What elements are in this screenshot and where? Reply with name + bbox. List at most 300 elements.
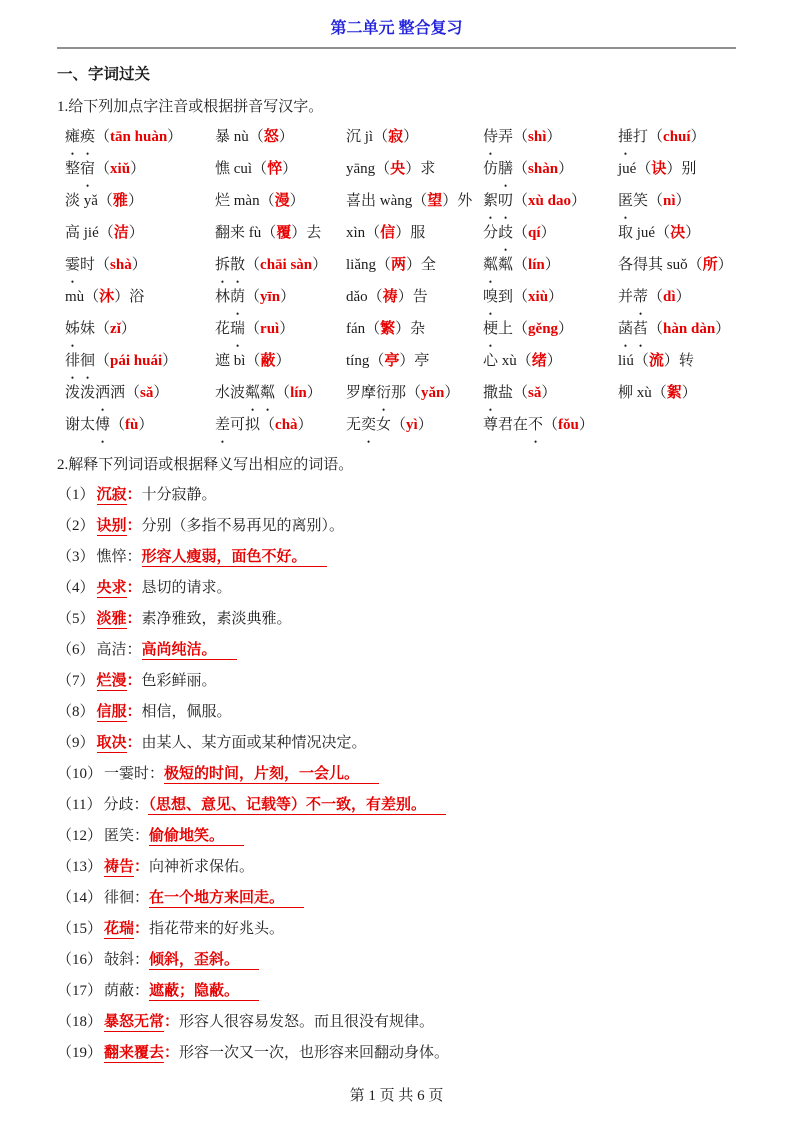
prompt-text: 洒（ [110,385,141,401]
pinyin-row [57,121,736,153]
answer-pinyin: chāi sàn [260,257,313,273]
prompt-text: ） [306,385,322,401]
prompt-text: ）别 [666,161,697,177]
pinyin-item [618,345,736,377]
answer-pinyin: shàn [528,161,559,177]
answer-pinyin: tān huàn [110,129,168,145]
definition-colon: ： [164,1014,180,1030]
prompt-text: ） [715,321,731,337]
answer-hanzi: 覆 [276,225,292,241]
prompt-text: ） [548,289,564,305]
answer-pinyin: lín [290,385,307,401]
prompt-text: 罗摩 [346,385,377,401]
definition-item [57,635,736,666]
prompt-text: 花 [215,321,231,337]
prompt-text: ） [127,193,143,209]
definition-number: （1） [57,487,95,503]
prompt-text: 喜出 wàng（ [346,193,428,209]
definition-text: 相信，佩服。 [141,704,232,720]
prompt-text: ）告 [397,289,428,305]
question1-prompt: 1.给下列加点字注音或根据拼音写汉字。 [57,99,324,115]
definition-text: 形容人瘦弱，面色不好。 [142,549,327,567]
definition-colon: ： [133,797,149,813]
answer-hanzi: 祷 [382,289,398,305]
pinyin-item [346,249,483,281]
prompt-text: （ [95,129,111,145]
definition-text: 色彩鲜丽。 [141,673,217,689]
prompt-text: 林 [215,289,231,305]
dotted-character: 絮 [483,193,499,209]
pinyin-row [57,185,736,217]
definition-item [57,914,736,945]
prompt-text: ）全 [406,257,437,273]
prompt-text: 时（ [80,257,111,273]
pinyin-item [65,345,215,377]
prompt-text: 遮 bì（ [215,353,261,369]
answer-pinyin: chà [275,417,298,433]
dotted-character: 洒 [95,385,111,401]
answer-hanzi: 诀 [651,161,667,177]
pinyin-item [215,409,346,441]
dotted-character: 奕 [361,417,377,433]
dotted-character: 嗅 [483,289,499,305]
prompt-text: （ [513,161,529,177]
prompt-text: ） [675,193,691,209]
prompt-text: 高 jié（ [65,225,114,241]
prompt-text: （ [95,161,111,177]
definition-text: 极短的时间，片刻，一会儿。 [164,766,379,784]
pinyin-item [346,153,483,185]
pinyin-item [65,409,215,441]
definition-number: （19） [57,1045,103,1061]
prompt-text: xìn（ [346,225,381,241]
definition-colon: ： [126,580,142,596]
definition-text: 偷偷地笑。 [149,828,244,846]
dotted-character: 差 [215,417,231,433]
dotted-character: 撒 [483,385,499,401]
pinyin-item [618,153,736,185]
prompt-text: ） [544,257,560,273]
definition-text: 恳切的请求。 [141,580,232,596]
definition-term: 取决 [96,735,127,751]
prompt-text: ） [138,417,154,433]
dotted-character: 荫 [230,289,246,305]
prompt-text: 弄（ [498,129,529,145]
prompt-text: dǎo（ [346,289,383,305]
prompt-text: ） [690,129,706,145]
definition-number: （14） [57,890,103,906]
definition-term: 分歧 [103,797,134,813]
dotted-character: 徘 [65,353,81,369]
pinyin-row [57,217,736,249]
definition-term: 高洁 [96,642,127,658]
pinyin-row [57,249,736,281]
answer-pinyin: sǎ [528,385,542,401]
definition-colon: ： [126,487,142,503]
dotted-character: 徊 [80,353,96,369]
prompt-text: ）去 [291,225,322,241]
dotted-character: 梗 [483,321,499,337]
answer-hanzi: 望 [427,193,443,209]
prompt-text: （ [245,321,261,337]
definition-term: 沉寂 [96,487,127,503]
answer-pinyin: yǎn [421,385,445,401]
prompt-text: ） [289,193,305,209]
definition-number: （16） [57,952,103,968]
definition-term: 央求 [96,580,127,596]
answer-pinyin: yīn [260,289,281,305]
pinyin-item [483,185,618,217]
definition-term: 敧斜 [104,952,135,968]
prompt-text: ） [297,417,313,433]
definition-term: 憔悴 [96,549,127,565]
definition-colon: ： [126,549,142,565]
definition-item [57,573,736,604]
answer-pinyin: nì [663,193,676,209]
prompt-text: ） [120,321,136,337]
definition-colon: ： [126,518,142,534]
definition-number: （10） [57,766,103,782]
answer-pinyin: xiù [528,289,549,305]
definition-colon: ： [134,921,150,937]
answer-hanzi: 悴 [267,161,283,177]
pinyin-row [57,313,736,345]
answer-pinyin: dì [663,289,676,305]
answer-pinyin: lín [528,257,545,273]
answer-hanzi: 所 [702,257,718,273]
pinyin-item [65,217,215,249]
pinyin-item [215,281,346,313]
answer-pinyin: gěng [528,321,559,337]
definition-text: 高尚纯洁。 [142,642,237,660]
pinyin-item [346,217,483,249]
prompt-text: 并 [618,289,634,305]
prompt-text: ） [546,353,562,369]
pinyin-item [346,345,483,377]
pinyin-item [346,409,483,441]
prompt-text: ） [558,161,574,177]
answer-pinyin: xù dao [528,193,571,209]
pinyin-item [483,313,618,345]
definition-text: 十分寂静。 [141,487,217,503]
prompt-text: ） [275,353,291,369]
prompt-text: ） [162,353,178,369]
prompt-text: ） [541,385,557,401]
prompt-text: ）杂 [395,321,426,337]
answer-pinyin: fǒu [558,417,579,433]
prompt-text: ） [131,257,147,273]
prompt-text: 那（ [391,385,422,401]
pinyin-item [65,153,215,185]
prompt-text: 无 [346,417,362,433]
pinyin-item [215,313,346,345]
definition-number: （8） [57,704,95,720]
prompt-text: liú（ [618,353,649,369]
definition-number: （13） [57,859,103,875]
prompt-text: 翻来 fù（ [215,225,277,241]
definition-item [57,883,736,914]
prompt-text: （ [543,417,559,433]
dotted-character: 瘫 [65,129,81,145]
pinyin-item [346,313,483,345]
pinyin-row [57,377,736,409]
prompt-text: fán（ [346,321,381,337]
prompt-text: （ [648,321,664,337]
pinyin-item [215,249,346,281]
prompt-text: 取 jué（ [618,225,671,241]
definition-number: （18） [57,1014,103,1030]
definition-item [57,1038,736,1069]
title-divider [57,47,736,49]
pinyin-item [618,217,736,249]
page-title: 第二单元 整合复习 [330,20,463,37]
prompt-text: ） [280,289,296,305]
prompt-text: 各得其 suǒ（ [618,257,703,273]
definition-item [57,759,736,790]
dotted-character: 霎 [65,257,81,273]
definition-term: 烂漫 [96,673,127,689]
definition-number: （7） [57,673,95,689]
pinyin-item [483,121,618,153]
definition-text: 遮蔽；隐蔽。 [149,983,259,1001]
definition-item [57,480,736,511]
definition-number: （3） [57,549,95,565]
definition-text: 在一个地方来回走。 [149,890,304,908]
dotted-character: 不 [528,417,544,433]
prompt-text: ） [578,417,594,433]
dotted-character: 痪 [80,129,96,145]
definition-colon: ： [126,735,142,751]
prompt-text: 沉 jì（ [346,129,389,145]
dotted-character: 傅 [95,417,111,433]
page-number-footer: 第 1 页 共 6 页 [349,1088,444,1104]
pinyin-item [215,185,346,217]
pinyin-item [483,409,618,441]
definition-term: 一霎时 [104,766,150,782]
answer-hanzi: 央 [390,161,406,177]
prompt-text: ）转 [663,353,694,369]
definition-item [57,821,736,852]
dotted-character: 粼 [483,257,499,273]
definition-text: 倾斜，歪斜。 [149,952,259,970]
prompt-text: ） [167,129,183,145]
prompt-text: 整 [65,161,81,177]
definition-item [57,511,736,542]
answer-hanzi: 雅 [112,193,128,209]
prompt-text: ） [279,321,295,337]
prompt-text: ） [417,417,433,433]
prompt-text: 到（ [498,289,529,305]
pinyin-item [618,377,736,409]
pinyin-row [57,281,736,313]
prompt-text: 笑（ [633,193,664,209]
prompt-text: ）亭 [399,353,430,369]
prompt-text: tíng（ [346,353,385,369]
prompt-text: ） [675,289,691,305]
prompt-text: 仿 [483,161,499,177]
answer-hanzi: 漫 [274,193,290,209]
pinyin-item [483,281,618,313]
definition-colon: ： [126,611,142,627]
prompt-text: 暴 nù（ [215,129,264,145]
prompt-text: （ [245,289,261,305]
answer-pinyin: yì [406,417,418,433]
answer-hanzi: 洁 [113,225,129,241]
dotted-character: 粼 [260,385,276,401]
pinyin-item [346,185,483,217]
answer-hanzi: 繁 [380,321,396,337]
definition-number: （2） [57,518,95,534]
definition-text: 形容一次又一次，也形容来回翻动身体。 [179,1045,450,1061]
prompt-text: ） [282,161,298,177]
prompt-text: ） [570,193,586,209]
definition-term: 荫蔽 [104,983,135,999]
section-heading: 一、字词过关 [57,66,151,83]
definition-term: 祷告 [104,859,135,875]
answer-pinyin: sǎ [140,385,154,401]
definition-number: （11） [57,797,102,813]
definition-item [57,790,736,821]
pinyin-item [483,153,618,185]
definition-colon: ： [126,642,142,658]
prompt-text: 水波 [215,385,246,401]
definition-colon: ： [134,828,150,844]
definition-text: 指花带来的好兆头。 [149,921,285,937]
prompt-text: liǎng（ [346,257,391,273]
definition-colon: ： [164,1045,180,1061]
definition-number: （6） [57,642,95,658]
answer-pinyin: pái huái [110,353,163,369]
prompt-text: ） [403,129,419,145]
prompt-text: 淡 yǎ（ [65,193,113,209]
pinyin-item [618,185,736,217]
definition-number: （15） [57,921,103,937]
prompt-text: ） [312,257,328,273]
answer-hanzi: 寂 [388,129,404,145]
definition-term: 信服 [96,704,127,720]
pinyin-item [65,249,215,281]
dotted-character: 歧 [498,225,514,241]
pinyin-item [483,345,618,377]
dotted-character: 侍 [483,129,499,145]
pinyin-item [215,345,346,377]
dotted-character: 姊 [65,321,81,337]
pinyin-item [215,377,346,409]
pinyin-item [215,121,346,153]
dotted-character: 瑞 [230,321,246,337]
pinyin-row [57,409,736,441]
pinyin-item [215,217,346,249]
prompt-text: 谢太 [65,417,96,433]
definition-item [57,728,736,759]
answer-pinyin: hàn dàn [663,321,716,337]
dotted-character: 蒂 [633,289,649,305]
answer-hanzi: 蔽 [260,353,276,369]
dotted-character: 散 [230,257,246,273]
definition-term: 翻来覆去 [104,1045,165,1061]
definition-number: （17） [57,983,103,999]
dotted-character: 宿 [80,161,96,177]
pinyin-item [346,281,483,313]
prompt-text: 尊君在 [483,417,529,433]
definition-colon: ： [149,766,165,782]
prompt-text: ） [681,385,697,401]
prompt-text: ） [128,225,144,241]
dotted-character: 菡 [618,321,634,337]
definition-text: 分别（多指不易再见的离别）。 [141,518,345,534]
prompt-text: 憔 cuì（ [215,161,268,177]
pinyin-row [57,345,736,377]
prompt-text: （ [245,257,261,273]
dotted-character: 拆 [215,257,231,273]
pinyin-exercise-grid [57,121,736,441]
answer-hanzi: 信 [380,225,396,241]
prompt-text: （ [648,289,664,305]
dotted-character: 捶 [618,129,634,145]
pinyin-row [57,153,736,185]
pinyin-item [618,313,736,345]
prompt-text: 烂 màn（ [215,193,275,209]
definition-item [57,697,736,728]
dotted-character: 叨 [498,193,514,209]
prompt-text: ） [717,257,733,273]
prompt-text: 分 [483,225,499,241]
prompt-text: 打（ [633,129,664,145]
definition-item [57,666,736,697]
definition-item [57,542,736,573]
answer-pinyin: shà [110,257,132,273]
answer-hanzi: 绪 [531,353,547,369]
answer-hanzi: 亭 [384,353,400,369]
definition-item [57,1007,736,1038]
answer-pinyin: shì [528,129,547,145]
definition-text: 向神祈求保佑。 [149,859,255,875]
pinyin-item [346,377,483,409]
definition-term: 暴怒无常 [104,1014,165,1030]
definition-text: 素净雅致，素淡典雅。 [141,611,292,627]
prompt-text: 泼泼 [65,385,96,401]
prompt-text: yāng（ [346,161,391,177]
definition-colon: ： [134,890,150,906]
prompt-text: 盐（ [498,385,529,401]
definition-colon: ： [134,983,150,999]
answer-pinyin: xiǔ [110,161,131,177]
prompt-text: ）求 [405,161,436,177]
definition-number: （9） [57,735,95,751]
definition-colon: ： [126,673,142,689]
prompt-text: （ [513,193,529,209]
prompt-text: 妹（ [80,321,111,337]
answer-hanzi: 怒 [263,129,279,145]
answer-hanzi: 流 [648,353,664,369]
definition-number: （12） [57,828,103,844]
prompt-text: 粼（ [498,257,529,273]
answer-pinyin: chuí [663,129,691,145]
prompt-text: （ [95,353,111,369]
prompt-text: （ [513,225,529,241]
definition-term: 淡雅 [96,611,127,627]
pinyin-item [618,121,736,153]
definition-colon: ： [134,952,150,968]
dotted-character: 膳 [498,161,514,177]
answer-hanzi: 絮 [666,385,682,401]
definition-item [57,945,736,976]
answer-hanzi: 决 [670,225,686,241]
prompt-text: （ [110,417,126,433]
dotted-character: 粼 [245,385,261,401]
prompt-text: 上（ [498,321,529,337]
pinyin-item [618,281,736,313]
